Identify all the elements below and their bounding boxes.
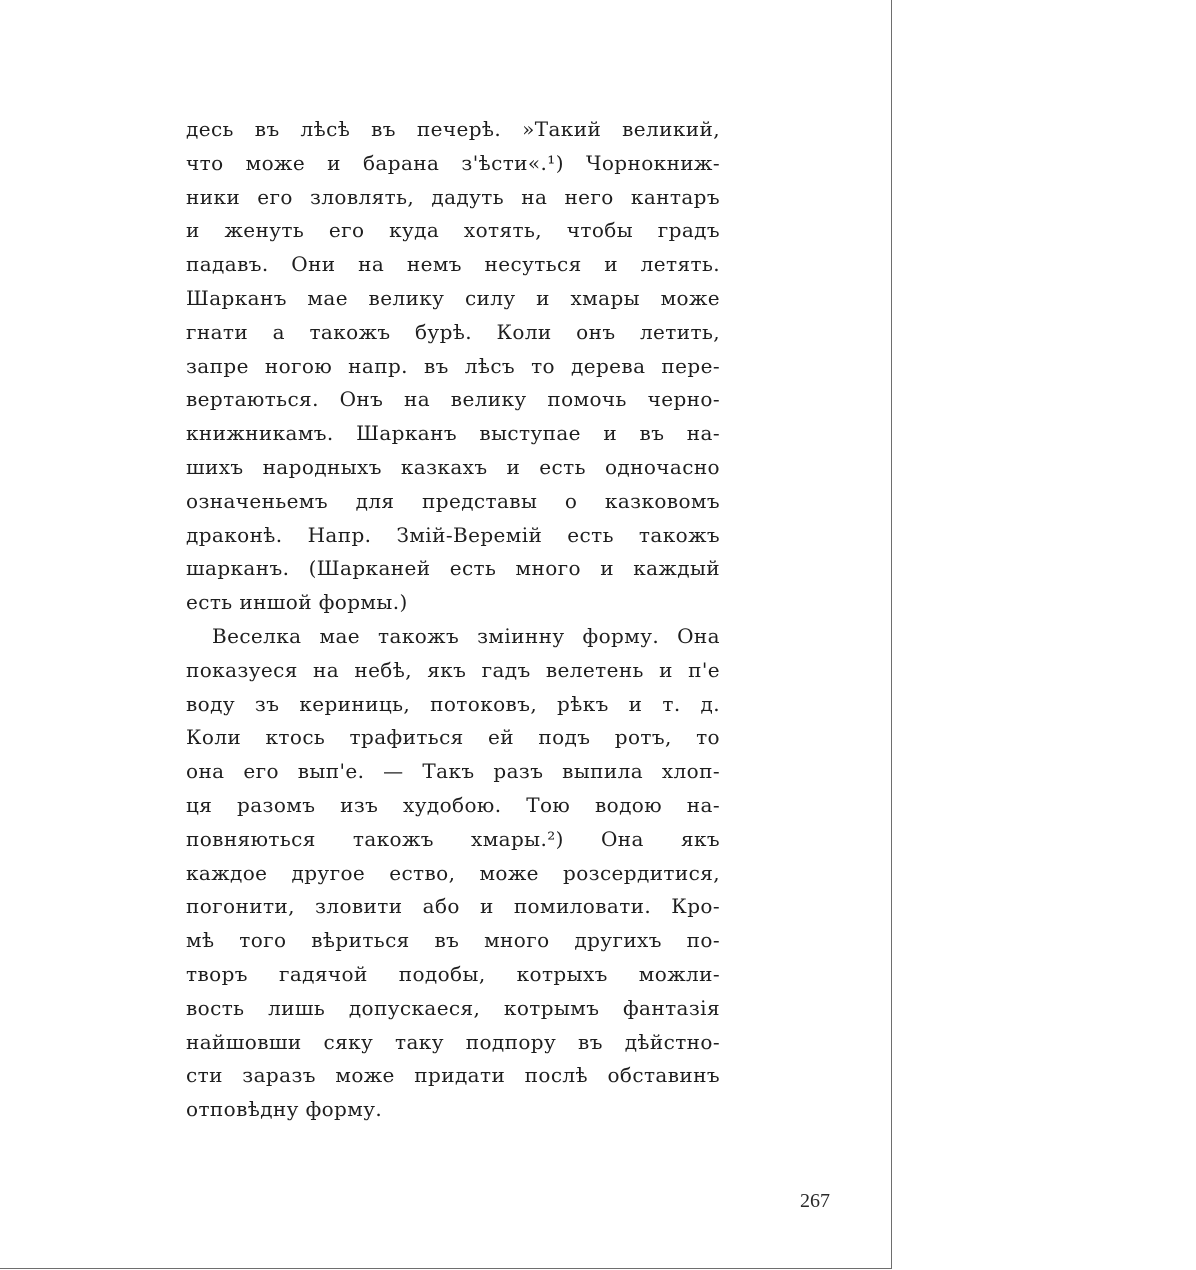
page-number: 267	[800, 1190, 830, 1212]
text-line: вертаються. Онъ на велику помочь черно-	[186, 387, 720, 412]
text-line: падавъ. Они на немъ несуться и летять.	[186, 252, 720, 277]
text-line: вость лишь допускаеся, котрымъ фантазія	[186, 995, 720, 1020]
text-line: шихъ народныхъ казкахъ и есть одночасно	[186, 454, 720, 479]
text-line: десь въ лѣсѣ въ печерѣ. »Такий великий,	[186, 117, 720, 141]
paragraph-1	[186, 113, 720, 620]
text-line: отповѣдну форму.	[186, 1097, 383, 1122]
text-line: ники его зловлять, дадуть на него кантаръ	[186, 184, 720, 209]
text-line: найшовши сяку таку подпору въ дѣйстно-	[186, 1029, 720, 1054]
text-line: гнати а такожъ бурѣ. Коли онъ летить,	[186, 319, 720, 344]
text-line: Шарканъ мае велику силу и хмары може	[186, 285, 720, 310]
text-line: творъ гадячой подобы, котрыхъ можли-	[186, 961, 720, 986]
text-line: показуеся на небѣ, якъ гадъ велетень и п'е	[186, 657, 720, 682]
paragraph-2	[186, 620, 720, 1127]
text-line: каждое другое ество, може розсердитися,	[186, 860, 720, 885]
text-line: Веселка мае такожъ змiинну форму. Она	[212, 623, 720, 648]
text-line: драконѣ. Напр. Змій-Веремій есть такожъ	[186, 522, 720, 547]
text-line: книжникамъ. Шарканъ выступае и въ на-	[186, 421, 720, 446]
text-line: означеньемъ для представы о казковомъ	[186, 488, 720, 513]
text-line: и женуть его куда хотять, чтобы градъ	[186, 218, 720, 243]
text-line: она его вып'е. — Такъ разъ выпила хлоп-	[186, 759, 720, 784]
text-line: шарканъ. (Шарканей есть много и каждый	[186, 556, 720, 581]
text-line: сти заразъ може придати послѣ обставинъ	[186, 1063, 720, 1088]
text-line: воду зъ кериниць, потоковъ, рѣкъ и т. д.	[186, 691, 720, 716]
text-line: Коли ктось трафиться ей подъ ротъ, то	[186, 725, 720, 750]
text-line: есть иншой формы.)	[186, 590, 408, 615]
text-line: запре ногою напр. въ лѣсъ то дерева пере-	[186, 353, 720, 378]
text-line: повняються такожъ хмары.²) Она якъ	[186, 826, 720, 851]
text-line: ця разомъ изъ худобою. Тою водою на-	[186, 792, 720, 817]
text-line: погонити, зловити або и помиловати. Кро-	[186, 894, 720, 919]
text-line: мѣ того вѣриться въ много другихъ по-	[186, 928, 720, 953]
text-line: что може и барана з'ѣсти«.¹) Чорнокниж-	[186, 150, 720, 175]
body-text	[186, 113, 720, 1127]
